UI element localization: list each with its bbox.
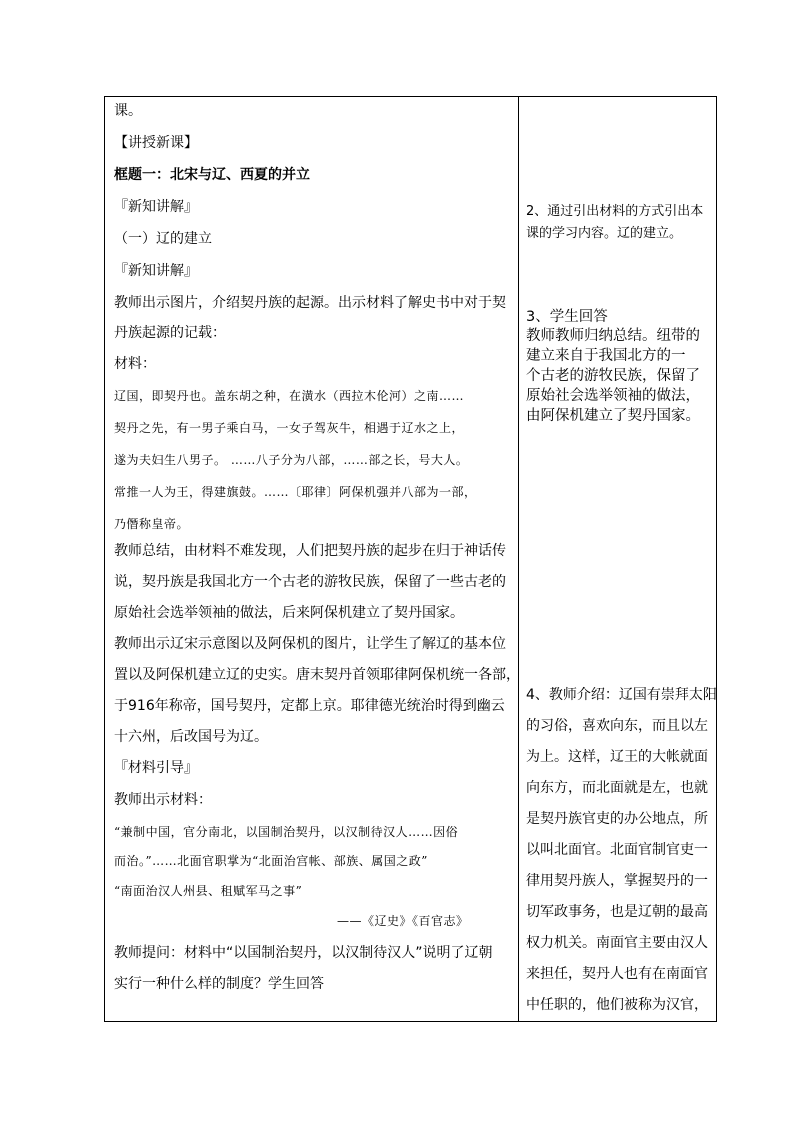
quote-line: 遂为夫妇生八男子。 ……八子分为八部，……部之长，号大人。: [114, 453, 469, 467]
lesson-table: [104, 96, 717, 1022]
text-line: 说，契丹族是我国北方一个古老的游牧民族，保留了一些古老的: [114, 574, 506, 590]
note-line: 权力机关。南面官主要由汉人: [526, 935, 708, 951]
text-line: 教师总结，由材料不难发现，人们把契丹族的起步在归于神话传: [114, 543, 506, 559]
text-line: 置以及阿保机建立辽的史实。唐末契丹首领耶律阿保机统一各部，: [114, 667, 520, 683]
section-heading: 『新知讲解』: [114, 263, 198, 279]
note-line: 2、通过引出材料的方式引出本: [526, 204, 704, 219]
text-line: 十六州，后改国号为辽。: [114, 729, 268, 745]
quote-line: 乃僭称皇帝。: [114, 517, 190, 531]
section-heading: 『材料引导』: [114, 760, 198, 776]
quote-line: “南面治汉人州县、租赋军马之事”: [114, 884, 303, 898]
column-divider: [518, 97, 519, 1021]
note-line: 由阿保机建立了契丹国家。: [526, 408, 700, 424]
quote-line: 常推一人为王，得建旗鼓。……〔耶律〕阿保机强并八部为一部，: [114, 485, 477, 499]
note-line: 教师教师归纳总结。纽带的: [526, 328, 700, 344]
quote-line: 辽国，即契丹也。盖东胡之种，在潢水（西拉木伦河）之南……: [114, 389, 465, 403]
text-line: 材料：: [114, 356, 156, 372]
note-line: 为上。这样，辽王的大帐就面: [526, 749, 708, 765]
text-line: 原始社会选举领袖的做法，后来阿保机建立了契丹国家。: [114, 605, 464, 621]
text-line: 教师出示材料：: [114, 792, 212, 808]
text-line: 丹族起源的记载：: [114, 325, 226, 341]
text-line: 教师出示辽宋示意图以及阿保机的图片，让学生了解辽的基本位: [114, 636, 506, 652]
quote-line: “兼制中国，官分南北，以国制治契丹，以汉制待汉人……因俗: [114, 825, 459, 839]
text-line: 课。: [114, 103, 142, 119]
section-heading: 【讲授新课】: [114, 135, 198, 151]
note-line: 向东方，而北面就是左，也就: [526, 780, 708, 796]
note-line: 以叫北面官。北面官制官吏一: [526, 842, 708, 858]
note-line: 中任职的，他们被称为汉官，: [526, 997, 708, 1013]
note-line: 4、教师介绍：辽国有崇拜太阳: [526, 687, 717, 703]
note-line: 原始社会选举领袖的做法，: [526, 388, 700, 404]
text-line: 教师提问：材料中“以国制治契丹，以汉制待汉人”说明了辽朝: [114, 945, 493, 961]
section-heading: 『新知讲解』: [114, 199, 198, 215]
note-line: 是契丹族官吏的办公地点，所: [526, 811, 708, 827]
text-line: 于916年称帝，国号契丹，定都上京。耶律德光统治时得到幽云: [114, 698, 505, 714]
note-line: 的习俗，喜欢向东，而且以左: [526, 718, 708, 734]
text-line: 实行一种什么样的制度？学生回答: [114, 976, 324, 992]
note-line: 来担任，契丹人也有在南面官: [526, 966, 708, 982]
note-line: 课的学习内容。辽的建立。: [526, 226, 683, 241]
note-line: 3、学生回答: [526, 309, 608, 325]
topic-title: 框题一：北宋与辽、西夏的并立: [114, 167, 310, 183]
subsection-heading: （一）辽的建立: [114, 231, 212, 247]
quote-source: ——《辽史》《百官志》: [337, 914, 469, 928]
quote-line: 而治。”……北面官职掌为“北面治宫帐、部族、属国之政”: [114, 854, 428, 868]
note-line: 建立来自于我国北方的一: [526, 348, 686, 364]
text-line: 教师出示图片，介绍契丹族的起源。出示材料了解史书中对于契: [114, 295, 506, 311]
note-line: 律用契丹族人，掌握契丹的一: [526, 873, 708, 889]
quote-line: 契丹之先，有一男子乘白马，一女子驾灰牛，相遇于辽水之上，: [114, 421, 465, 435]
note-line: 切军政事务，也是辽朝的最高: [526, 904, 708, 920]
note-line: 个古老的游牧民族，保留了: [526, 368, 700, 384]
